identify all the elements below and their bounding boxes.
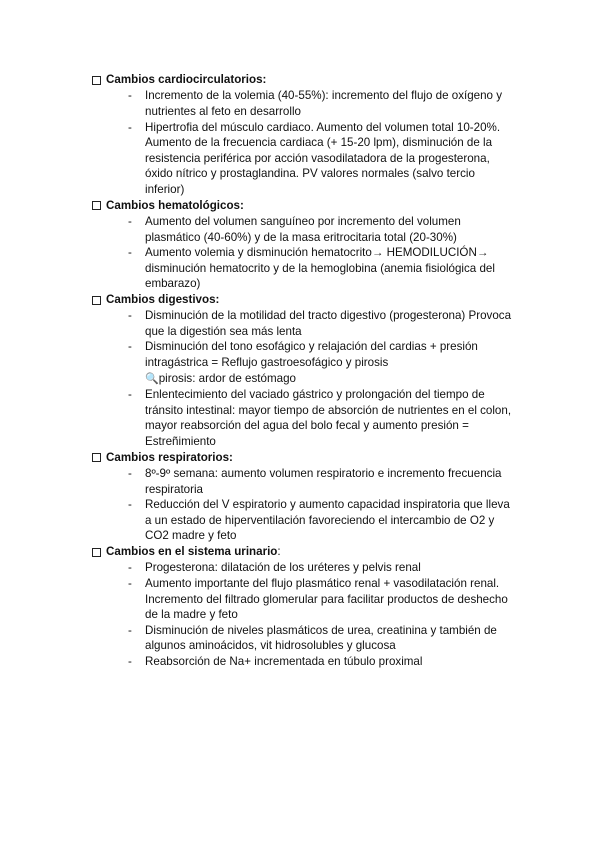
checkbox-icon[interactable] bbox=[92, 548, 101, 557]
item-text-line: Hipertrofia del músculo cardiaco. Aumento del volumen total 10-20%. bbox=[145, 120, 501, 134]
item-note bbox=[145, 371, 532, 388]
notes-content bbox=[92, 72, 532, 670]
item-text-line: Aumento del volumen sanguíneo por incremento del volumen bbox=[145, 214, 461, 228]
section-heading bbox=[92, 198, 532, 214]
item-text-line: Disminución de la motilidad del tracto digestivo (progesterona) Provoca bbox=[145, 309, 512, 323]
section-title: Cambios digestivos: bbox=[106, 292, 220, 306]
list-item bbox=[92, 576, 532, 623]
bullet-list bbox=[92, 560, 532, 669]
item-text-line: Incremento de la volemia (40-55%): incremento del flujo de oxígeno y bbox=[145, 89, 503, 103]
item-text-line: CO2 madre y feto bbox=[145, 529, 237, 543]
section-title-colon: : bbox=[277, 545, 281, 558]
item-text-line: Reducción del V espiratorio y aumento capacidad inspiratoria que lleva bbox=[145, 498, 510, 512]
item-text-line: Aumento de la frecuencia cardiaca (+ 15-20 lpm), disminución de la bbox=[145, 136, 493, 150]
bullet-dash: - bbox=[128, 388, 132, 402]
item-text-line: resistencia periférica por acción vasodilatadora de la progesterona, bbox=[145, 151, 490, 165]
list-item bbox=[92, 88, 532, 119]
item-text-line: que la digestión sea más lenta bbox=[145, 324, 302, 338]
list-item bbox=[92, 339, 532, 387]
list-item bbox=[92, 654, 532, 670]
checkbox-icon[interactable] bbox=[92, 453, 101, 462]
list-item bbox=[92, 623, 532, 654]
checkbox-icon[interactable] bbox=[92, 296, 101, 305]
section bbox=[92, 450, 532, 544]
section-heading bbox=[92, 72, 532, 88]
list-item bbox=[92, 497, 532, 544]
bullet-dash: - bbox=[128, 246, 132, 260]
magnifier-icon: 🔍 bbox=[145, 372, 159, 385]
item-text-line: Disminución del tono esofágico y relajación del cardias + presión bbox=[145, 340, 478, 354]
bullet-list bbox=[92, 308, 532, 449]
list-item bbox=[92, 308, 532, 339]
bullet-dash: - bbox=[128, 467, 132, 481]
section bbox=[92, 72, 532, 198]
item-text-line: embarazo) bbox=[145, 277, 201, 291]
item-text-line: Aumento importante del flujo plasmático renal + vasodilatación renal. bbox=[145, 576, 500, 590]
bullet-dash: - bbox=[128, 576, 132, 590]
list-item bbox=[92, 214, 532, 245]
item-text-line: respiratoria bbox=[145, 482, 203, 496]
list-item bbox=[92, 466, 532, 497]
item-text-line: nutrientes al feto en desarrollo bbox=[145, 104, 301, 118]
list-item bbox=[92, 387, 532, 449]
bullet-dash: - bbox=[128, 561, 132, 575]
section-title: Cambios hematológicos: bbox=[106, 198, 244, 212]
item-text-line: Aumento volemia y disminución hematocrito→ HEMODILUCIÓN→ bbox=[145, 246, 489, 260]
list-item bbox=[92, 120, 532, 198]
bullet-dash: - bbox=[128, 120, 132, 134]
checkbox-icon[interactable] bbox=[92, 76, 101, 85]
item-note-text: pirosis: ardor de estómago bbox=[158, 371, 296, 385]
item-text-line: de la madre y feto bbox=[145, 608, 238, 622]
bullet-dash: - bbox=[128, 340, 132, 354]
item-text-line: algunos aminoácidos, vit hidrosolubles y glucosa bbox=[145, 639, 396, 653]
bullet-dash: - bbox=[128, 654, 132, 668]
item-text-line: plasmático (40-60%) y de la masa eritrocitaria total (20-30%) bbox=[145, 230, 457, 244]
bullet-list bbox=[92, 214, 532, 292]
checkbox-icon[interactable] bbox=[92, 201, 101, 210]
section bbox=[92, 198, 532, 292]
bullet-dash: - bbox=[128, 214, 132, 228]
item-text-line: disminución hematocrito y de la hemoglobina (anemia fisiológica del bbox=[145, 261, 495, 275]
item-text-line: mayor reabsorción del agua del bolo fecal y aumento presión = bbox=[145, 419, 469, 433]
item-text-line: Progesterona: dilatación de los uréteres y pelvis renal bbox=[145, 561, 421, 575]
item-text-line: Disminución de niveles plasmáticos de urea, creatinina y también de bbox=[145, 623, 497, 637]
section bbox=[92, 544, 532, 670]
section-title: Cambios en el sistema urinario bbox=[106, 545, 278, 558]
list-item bbox=[92, 245, 532, 292]
bullet-dash: - bbox=[128, 623, 132, 637]
section-heading bbox=[92, 544, 532, 560]
item-text-line: Incremento del filtrado glomerular para facilitar productos de deshecho bbox=[145, 592, 508, 606]
bullet-dash: - bbox=[128, 498, 132, 512]
section bbox=[92, 292, 532, 450]
item-text-line: 8º-9º semana: aumento volumen respiratorio e incremento frecuencia bbox=[145, 467, 502, 481]
bullet-dash: - bbox=[128, 309, 132, 323]
item-text-line: tránsito intestinal: mayor tiempo de absorción de nutrientes en el colon, bbox=[145, 403, 512, 417]
list-item bbox=[92, 560, 532, 576]
item-text-line: a un estado de hiperventilación favoreciendo el intercambio de O2 y bbox=[145, 513, 495, 527]
item-text-line: Enlentecimiento del vaciado gástrico y prolongación del tiempo de bbox=[145, 388, 485, 402]
section-title: Cambios respiratorios: bbox=[106, 450, 233, 464]
bullet-list bbox=[92, 88, 532, 197]
item-text-line: Estreñimiento bbox=[145, 435, 216, 449]
item-text-line: óxido nítrico y prostaglandina. PV valores normales (salvo tercio bbox=[145, 167, 475, 181]
bullet-dash: - bbox=[128, 89, 132, 103]
item-text-line: Reabsorción de Na+ incrementada en túbulo proximal bbox=[145, 654, 423, 668]
section-title: Cambios cardiocirculatorios: bbox=[106, 73, 267, 86]
section-heading bbox=[92, 450, 532, 466]
section-heading bbox=[92, 292, 532, 308]
bullet-list bbox=[92, 466, 532, 544]
item-text-line: intragástrica = Reflujo gastroesofágico y pirosis bbox=[145, 356, 389, 370]
item-text-line: inferior) bbox=[145, 182, 185, 196]
